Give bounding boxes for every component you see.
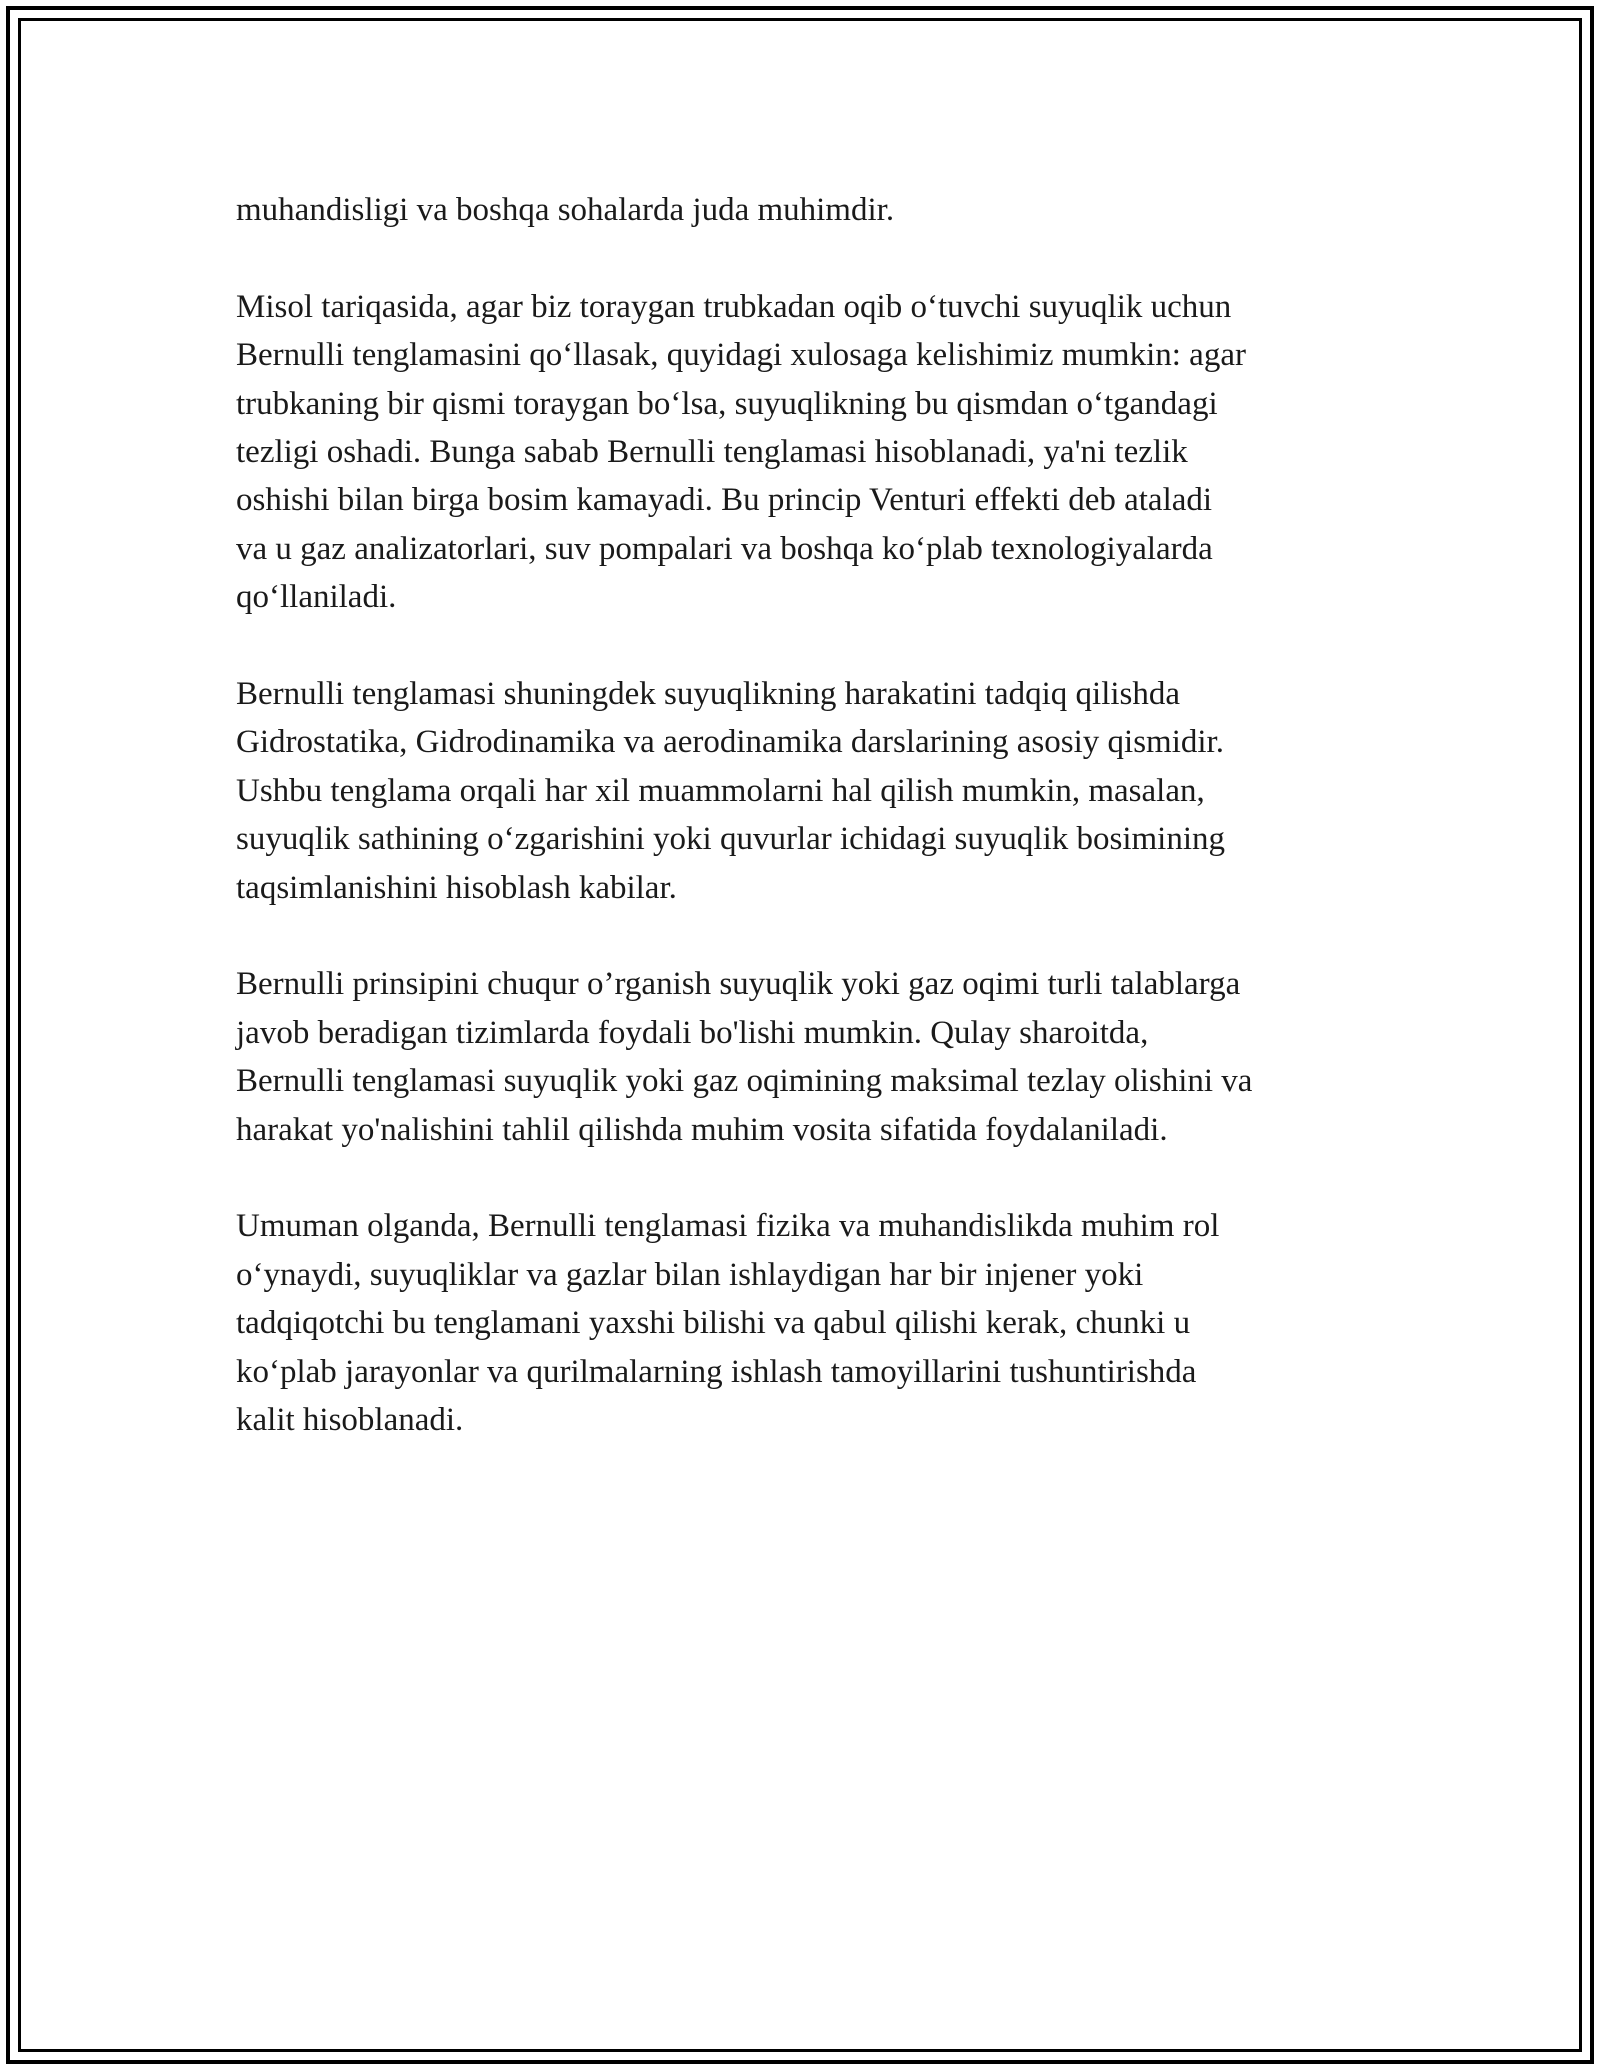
paragraph: Bernulli prinsipini chuqur o’rganish suyuqlik yoki gaz oqimi turli talablarga javob beradigan tizimlarda foydali bo'lishi mumkin. Qulay sharoitda, Bernulli tenglamasi suyuqlik yoki gaz oqimining maksimal tezlay olishini va harakat yo'nalishini tahlil qilishda muhim vosita sifatida foydalaniladi. (236, 966, 1253, 1148)
paragraph: muhandisligi va boshqa sohalarda juda muhimdir. (236, 192, 895, 228)
paragraph: Umuman olganda, Bernulli tenglamasi fizika va muhandislikda muhim rol o‘ynaydi, suyuqliklar va gazlar bilan ishlaydigan har bir injener yoki tadqiqotchi bu tenglamani yaxshi bilishi va qabul qilishi kerak, chunki u ko‘plab jarayonlar va qurilmalarning ishlash tamoyillarini tushuntirishda kalit hisoblanadi. (236, 1208, 1220, 1439)
paragraph: Bernulli tenglamasi shuningdek suyuqlikning harakatini tadqiq qilishda Gidrostatika, Gidrodinamika va aerodinamika darslarining asosiy qismidir. Ushbu tenglama orqali har xil muammolarni hal qilish mumkin, masalan, suyuqlik sathining o‘zgarishini yoki quvurlar ichidagi suyuqlik bosimining taqsimlanishini hisoblash kabilar. (236, 676, 1226, 906)
document-body (236, 186, 1376, 1493)
paragraph: Misol tariqasida, agar biz toraygan trubkadan oqib o‘tuvchi suyuqlik uchun Bernulli tenglamasini qo‘llasak, quyidagi xulosaga kelishimiz mumkin: agar trubkaning bir qismi toraygan bo‘lsa, suyuqlikning bu qismdan o‘tgandagi tezligi oshadi. Bunga sabab Bernulli tenglamasi hisoblanadi, ya'ni tezlik oshishi bilan birga bosim kamayadi. Bu princip Venturi effekti deb ataladi va u gaz analizatorlari, suv pompalari va boshqa ko‘plab texnologiyalarda qo‘llaniladi. (236, 288, 1246, 616)
